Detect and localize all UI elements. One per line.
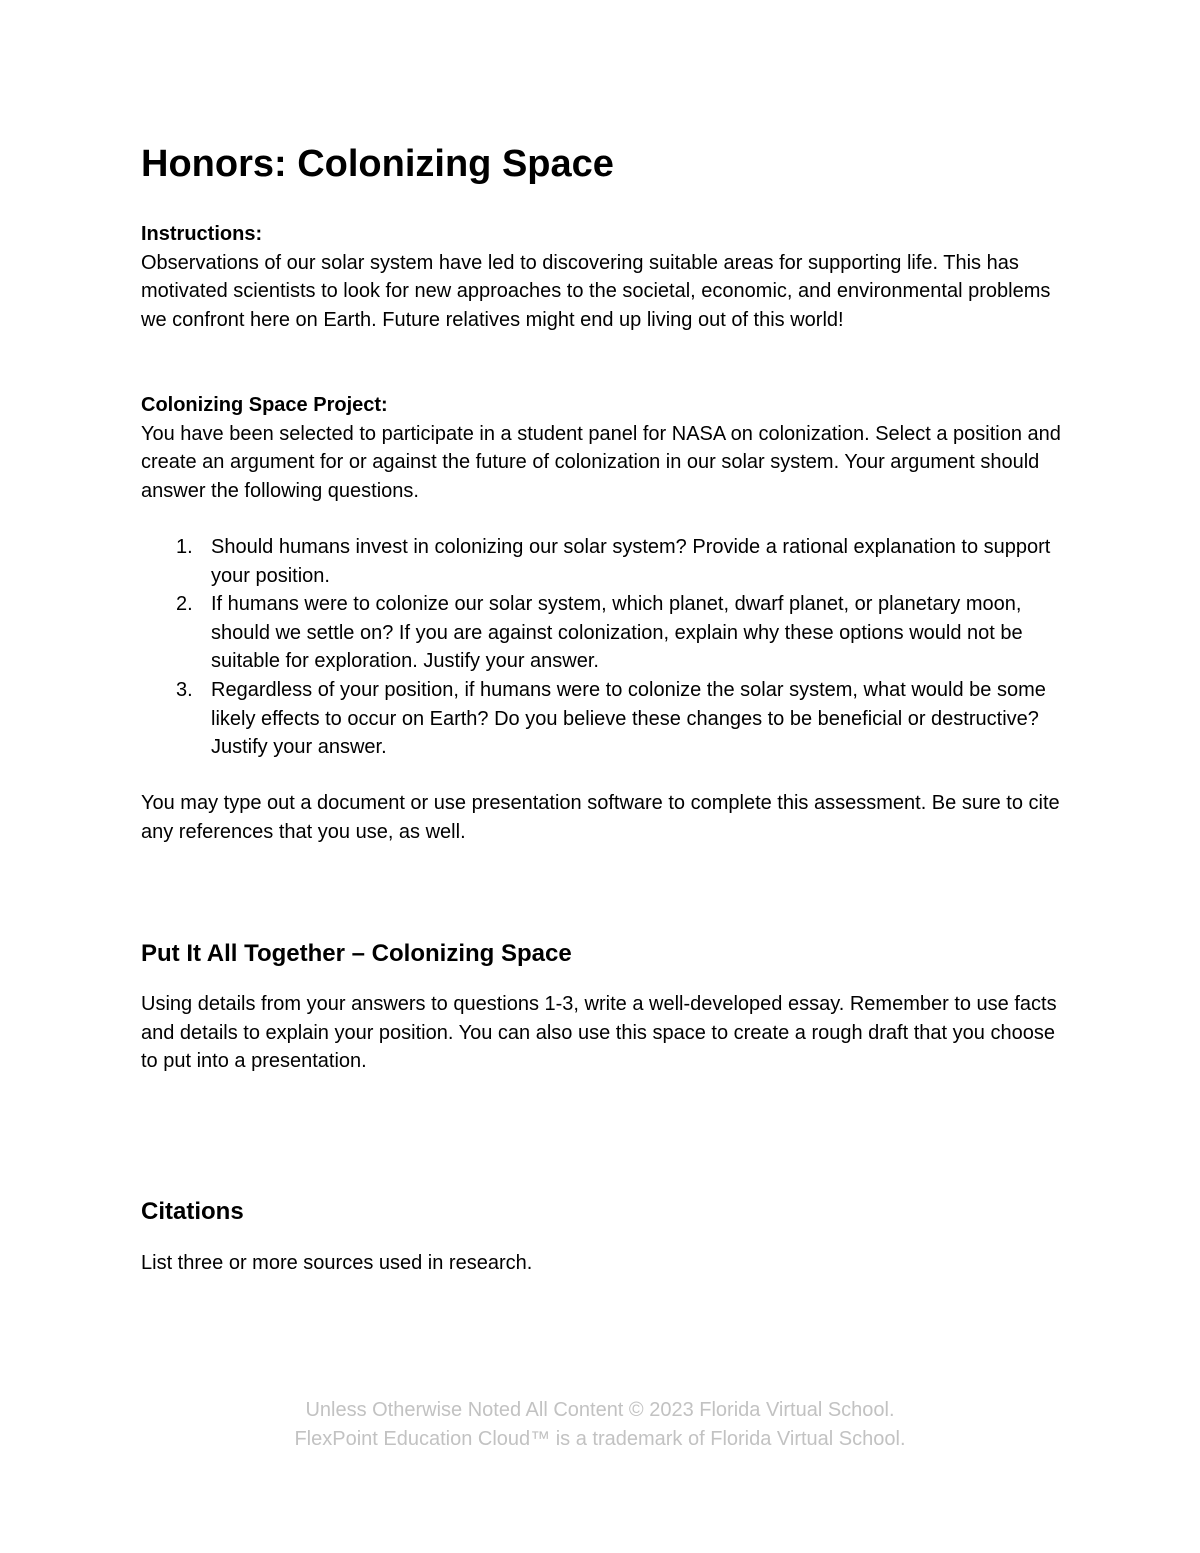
footer-trademark: FlexPoint Education Cloud™ is a trademark of Florida Virtual School.	[294, 1427, 906, 1450]
question-item	[141, 676, 1061, 762]
questions-list	[141, 533, 1061, 762]
instructions-label: Instructions:	[141, 223, 263, 245]
closing-text: You may type out a document or use presentation software to complete this assessment. Be sure to cite any references that you use, as well.	[141, 792, 1060, 843]
page-footer	[0, 1396, 1200, 1453]
question-text: Should humans invest in colonizing our solar system? Provide a rational explanation to support your position.	[211, 536, 1051, 587]
closing-section	[141, 789, 1061, 846]
together-text: Using details from your answers to questions 1-3, write a well-developed essay. Remember to use facts and details to explain your position. You can also use this space to create a rough draft that you choose to put into a presentation.	[141, 993, 1057, 1073]
project-section	[141, 391, 1061, 505]
question-number: 1.	[176, 536, 193, 558]
project-label: Colonizing Space Project:	[141, 394, 388, 416]
question-text: If humans were to colonize our solar system, which planet, dwarf planet, or planetary moon, should we settle on? If you are against colonization, explain why these options would not be suitable for exploration. Justify your answer.	[211, 593, 1023, 673]
citations-section	[141, 1249, 1061, 1278]
instructions-section	[141, 220, 1061, 334]
instructions-text: Observations of our solar system have led to discovering suitable areas for supporting life. This has motivated scientists to look for new approaches to the societal, economic, and environmental problems we confront here on Earth. Future relatives might end up living out of this world!	[141, 251, 1051, 331]
project-text: You have been selected to participate in a student panel for NASA on colonization. Select a position and create an argument for or against the future of colonization in our solar system. Your argument should answer the following questions.	[141, 422, 1061, 502]
question-number: 2.	[176, 593, 193, 616]
question-item	[141, 590, 1061, 676]
footer-copyright: Unless Otherwise Noted All Content © 2023 Florida Virtual School.	[305, 1399, 895, 1421]
together-heading: Put It All Together – Colonizing Space	[141, 940, 572, 967]
together-section	[141, 990, 1061, 1076]
citations-text: List three or more sources used in research.	[141, 1252, 533, 1274]
citations-heading: Citations	[141, 1198, 244, 1225]
question-number: 3.	[176, 678, 193, 701]
page-title: Honors: Colonizing Space	[141, 143, 614, 185]
question-item	[141, 533, 1061, 590]
question-text: Regardless of your position, if humans were to colonize the solar system, what would be some likely effects to occur on Earth? Do you believe these changes to be beneficial or destructive? Justify your answer.	[211, 678, 1046, 759]
